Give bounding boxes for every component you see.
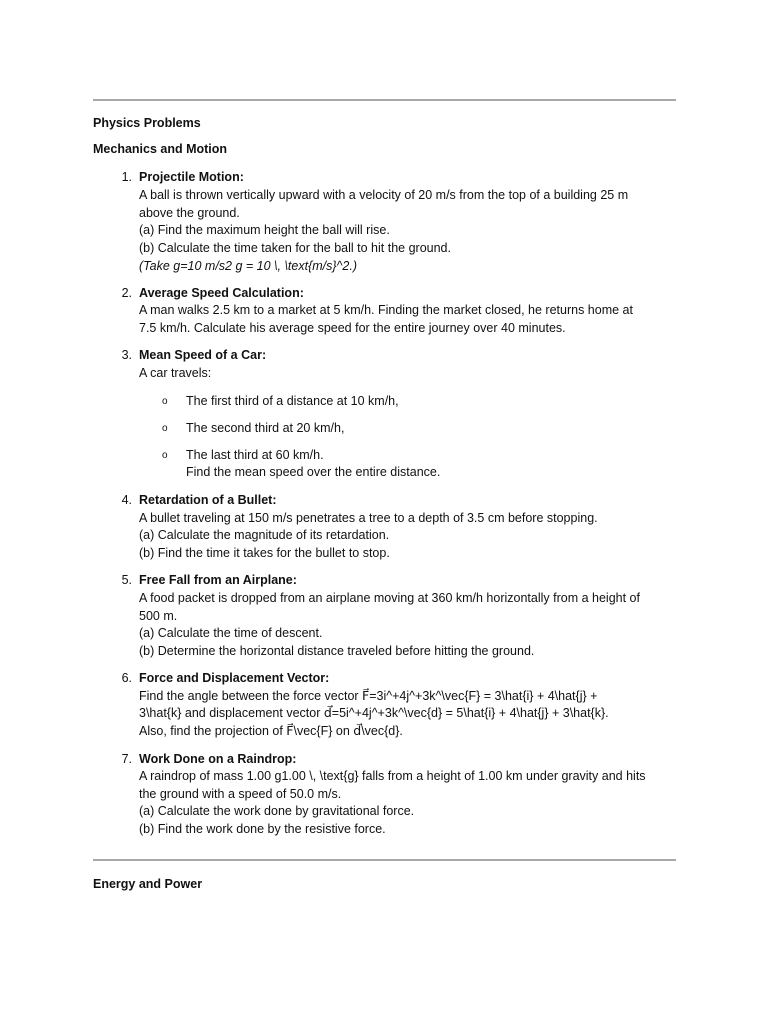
list-item: The first third of a distance at 10 km/h,	[186, 394, 399, 408]
problem-text-line: A man walks 2.5 km to a market at 5 km/h. Finding the market closed, he returns home at	[139, 303, 633, 317]
problem-text-line: (b) Find the time it takes for the bullet to stop.	[139, 546, 390, 560]
problem-note-line: (Take g=10 m/s2 g = 10 \, \text{m/s}^2.)	[139, 259, 358, 273]
problem-text-line: A car travels:	[139, 366, 212, 380]
problem-text-line: above the ground.	[139, 206, 240, 220]
section-heading-energy: Energy and Power	[93, 877, 203, 891]
document-title: Physics Problems	[93, 116, 201, 130]
problem-number: 6.	[121, 671, 132, 685]
problem-text-line: A raindrop of mass 1.00 g1.00 \, \text{g} falls from a height of 1.00 km under gravity and hits	[139, 769, 646, 783]
list-item-continuation: Find the mean speed over the entire distance.	[186, 465, 441, 479]
problem-number: 1.	[121, 170, 132, 184]
problem-text-line: (b) Find the work done by the resistive force.	[139, 822, 386, 836]
list-item: The second third at 20 km/h,	[186, 421, 345, 435]
problem-number: 7.	[121, 752, 132, 766]
problem-text-line: (a) Calculate the work done by gravitational force.	[139, 804, 415, 818]
problem-text-line: Also, find the projection of F⃗\vec{F} on d⃗\vec{d}.	[139, 724, 403, 738]
problem-text-line: 7.5 km/h. Calculate his average speed for the entire journey over 40 minutes.	[139, 321, 566, 335]
problem-text-line: (a) Find the maximum height the ball will rise.	[139, 223, 390, 237]
bullet-circle-icon: o	[162, 450, 168, 461]
bullet-circle-icon: o	[162, 423, 168, 434]
problem-text-line: A food packet is dropped from an airplane moving at 360 km/h horizontally from a height of	[139, 591, 640, 605]
section-divider	[93, 859, 676, 861]
problem-title: Retardation of a Bullet:	[139, 493, 277, 507]
problem-number: 4.	[121, 493, 132, 507]
problem-text-line: (b) Calculate the time taken for the ball to hit the ground.	[139, 241, 451, 255]
problem-text-line: A ball is thrown vertically upward with a velocity of 20 m/s from the top of a building 25 m	[139, 188, 629, 202]
problem-title: Average Speed Calculation:	[139, 286, 304, 300]
problem-text-line: A bullet traveling at 150 m/s penetrates a tree to a depth of 3.5 cm before stopping.	[139, 511, 598, 525]
problem-text-line: (a) Calculate the time of descent.	[139, 626, 323, 640]
problem-title: Projectile Motion:	[139, 170, 244, 184]
problem-title: Work Done on a Raindrop:	[139, 752, 297, 766]
problem-text-line: (b) Determine the horizontal distance traveled before hitting the ground.	[139, 644, 535, 658]
problem-text-line: 3\hat{k} and displacement vector d⃗=5i^+4j^+3k^\vec{d} = 5\hat{i} + 4\hat{j} + 3\hat{k}.	[139, 706, 609, 720]
problem-text-line: (a) Calculate the magnitude of its retardation.	[139, 528, 390, 542]
top-divider	[93, 99, 676, 101]
problem-title: Force and Displacement Vector:	[139, 671, 330, 685]
problem-number: 3.	[121, 348, 132, 362]
section-heading-mechanics: Mechanics and Motion	[93, 142, 228, 156]
problem-title: Mean Speed of a Car:	[139, 348, 267, 362]
problem-text-line: 500 m.	[139, 609, 178, 623]
problem-number: 2.	[121, 286, 132, 300]
problem-title: Free Fall from an Airplane:	[139, 573, 297, 587]
bullet-circle-icon: o	[162, 396, 168, 407]
problem-text-line: the ground with a speed of 50.0 m/s.	[139, 787, 342, 801]
problem-text-line: Find the angle between the force vector F⃗=3i^+4j^+3k^\vec{F} = 3\hat{i} + 4\hat{j} +	[139, 689, 598, 703]
list-item: The last third at 60 km/h.	[186, 448, 324, 462]
problem-number: 5.	[121, 573, 132, 587]
